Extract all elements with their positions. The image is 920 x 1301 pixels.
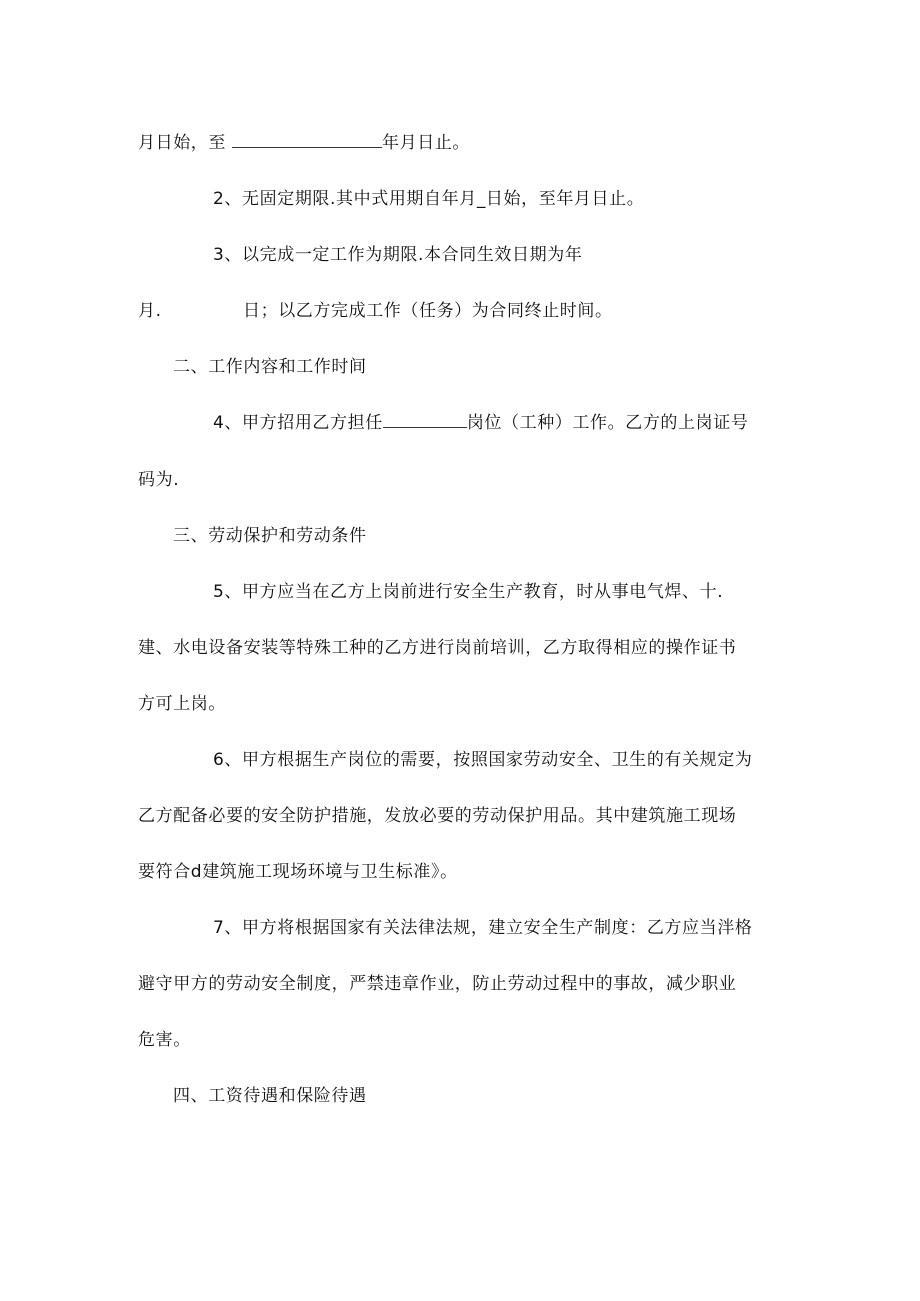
text-line [213, 187, 644, 211]
text-segment: 避守甲方的劳动安全制度，严禁违章作业，防止劳动过程中的事故，减少职业 [138, 974, 737, 994]
text-segment: 码为. [138, 470, 180, 490]
text-line [138, 804, 736, 828]
text-segment: 建、水电设备安装等特殊工种的乙方进行岗前培训，乙方取得相应的操作证书 [138, 638, 737, 658]
text-line [213, 243, 582, 267]
text-segment: 方可上岗。 [138, 694, 226, 714]
text-line [138, 299, 162, 323]
fill-in-blank [232, 131, 382, 148]
text-line [138, 131, 470, 155]
text-segment: 要符合d建筑施工现场环境与卫生标准》。 [138, 862, 458, 882]
text-line [138, 692, 226, 716]
text-segment: 月. [138, 301, 162, 321]
section-heading [173, 355, 367, 379]
text-line [213, 580, 723, 604]
text-segment: 2、无固定期限.其中式用期自年月_日始，至年月日止。 [213, 189, 645, 209]
text-line [213, 411, 748, 435]
section-heading-text: 三、劳动保护和劳动条件 [173, 526, 367, 546]
text-segment: 6、甲方根据生产岗位的需要，按照国家劳动安全、卫生的有关规定为 [213, 750, 753, 770]
fill-in-blank [383, 411, 467, 428]
text-segment: 危害。 [138, 1030, 191, 1050]
text-segment: 日；以乙方完成工作（任务）为合同终止时间。 [243, 301, 613, 321]
text-line [213, 748, 752, 772]
text-line [138, 972, 736, 996]
text-segment: 7、甲方将根据国家有关法律法规，建立安全生产制度：乙方应当泮格 [213, 918, 753, 938]
text-segment: 月日始，至 [138, 133, 233, 153]
section-heading [173, 524, 367, 548]
text-segment: 5、甲方应当在乙方上岗前进行安全生产教育，时从事电气焊、十. [213, 582, 724, 602]
text-segment: 4、甲方招用乙方担任 [213, 413, 383, 433]
text-segment: 乙方配备必要的安全防护措施，发放必要的劳动保护用品。其中建筑施工现场 [138, 806, 737, 826]
section-heading-text: 四、工资待遇和保险待遇 [173, 1086, 367, 1106]
section-heading [173, 1084, 367, 1108]
text-line [138, 468, 179, 492]
text-line [138, 1028, 191, 1052]
text-segment: 年月日止。 [382, 133, 471, 153]
text-line [243, 299, 613, 323]
text-line [213, 916, 752, 940]
text-segment: 岗位（工种）工作。乙方的上岗证号 [466, 413, 749, 433]
text-line [138, 860, 458, 884]
section-heading-text: 二、工作内容和工作时间 [173, 357, 367, 377]
text-line [138, 636, 736, 660]
text-segment: 3、以完成一定工作为期限.本合同生效日期为年 [213, 245, 583, 265]
